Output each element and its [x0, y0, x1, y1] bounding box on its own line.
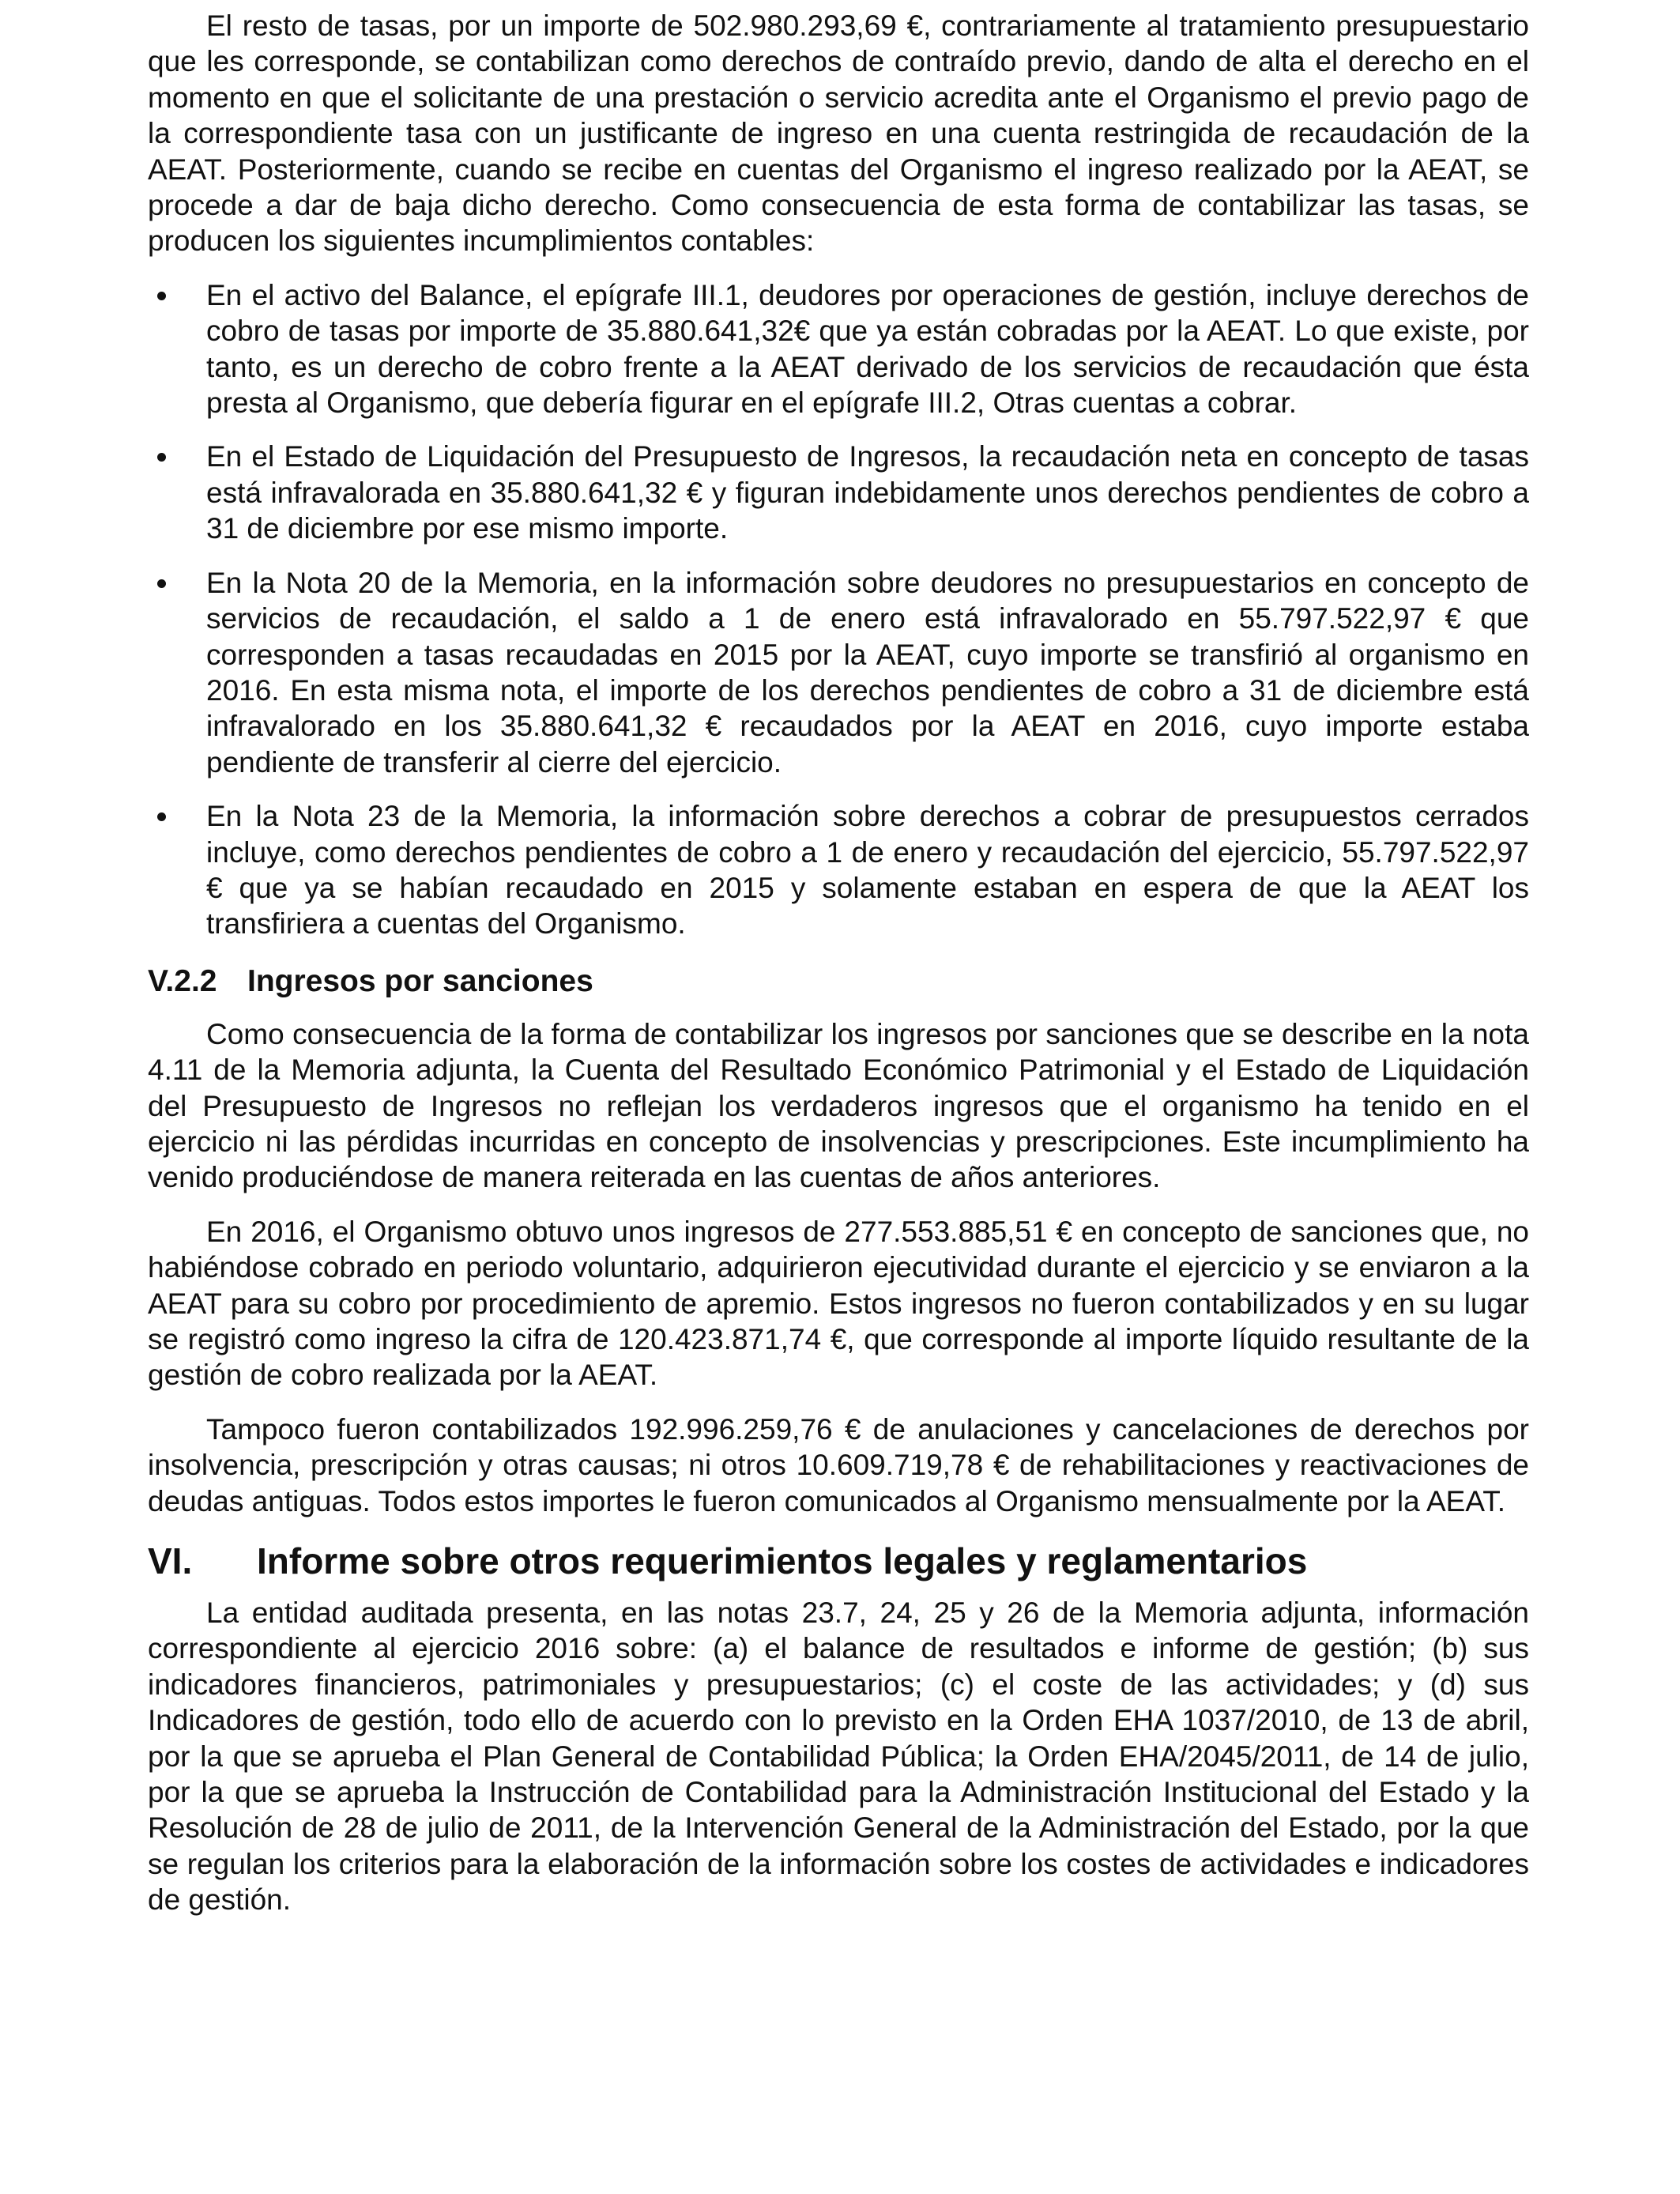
- list-item: [148, 798, 1529, 942]
- section-paragraph: La entidad auditada presenta, en las notas 23.7, 24, 25 y 26 de la Memoria adjunta, información correspondiente al ejercicio 2016 sobre: (a) el balance de resultados e informe de gestión; (b) sus indicadores financieros, patrimoniales y presupuestarios; (c) el coste de las actividades; y (d) sus Indicadores de gestión, todo ello de acuerdo con lo previsto en la Orden EHA 1037/2010, de 13 de abril, por la que se aprueba el Plan General de Contabilidad Pública; la Orden EHA/2045/2011, de 14 de julio, por la que se aprueba la Instrucción de Contabilidad para la Administración Institucional del Estado y la Resolución de 28 de julio de 2011, de la Intervención General de la Administración del Estado, por la que se regulan los criterios para la elaboración de la información sobre los costes de actividades e indicadores de gestión.: [148, 1596, 1529, 1917]
- subsection-title: Ingresos por sanciones: [247, 963, 593, 998]
- bullet-list: [148, 277, 1529, 942]
- subsection-heading: [148, 963, 1529, 1001]
- section-title: Informe sobre otros requerimientos legales y reglamentarios: [257, 1540, 1308, 1582]
- bullet-icon: [157, 292, 166, 300]
- section-number: VI.: [148, 1540, 193, 1582]
- document-page: [148, 8, 1529, 1918]
- list-item: [148, 277, 1529, 421]
- list-item-text: En el Estado de Liquidación del Presupuesto de Ingresos, la recaudación neta en concepto de tasas está infravalorada en 35.880.641,32 € y figuran indebidamente unos derechos pendientes de cobro a 31 de diciembre por ese mismo importe.: [206, 440, 1529, 545]
- sanctions-paragraph-1: Como consecuencia de la forma de contabilizar los ingresos por sanciones que se describe en la nota 4.11 de la Memoria adjunta, la Cuenta del Resultado Económico Patrimonial y el Estado de Liquidación del Presupuesto de Ingresos no reflejan los verdaderos ingresos que el organismo ha tenido en el ejercicio ni las pérdidas incurridas en concepto de insolvencias y prescripciones. Este incumplimiento ha venido produciéndose de manera reiterada en las cuentas de años anteriores.: [148, 1017, 1529, 1194]
- bullet-icon: [157, 812, 166, 821]
- list-item-text: En la Nota 20 de la Memoria, en la información sobre deudores no presupuestarios en concepto de servicios de recaudación, el saldo a 1 de enero está infravalorado en 55.797.522,97 € que corresponden a tasas recaudadas en 2015 por la AEAT, cuyo importe se transfirió al organismo en 2016. En esta misma nota, el importe de los derechos pendientes de cobro a 31 de diciembre está infravalorado en los 35.880.641,32 € recaudados por la AEAT en 2016, cuyo importe estaba pendiente de transferir al cierre del ejercicio.: [206, 566, 1529, 778]
- list-item: [148, 565, 1529, 780]
- bullet-icon: [157, 579, 166, 588]
- sanctions-paragraph-2: En 2016, el Organismo obtuvo unos ingresos de 277.553.885,51 € en concepto de sanciones que, no habiéndose cobrado en periodo voluntario, adquirieron ejecutividad durante el ejercicio y se enviaron a la AEAT para su cobro por procedimiento de apremio. Estos ingresos no fueron contabilizados y en su lugar se registró como ingreso la cifra de 120.423.871,74 €, que corresponde al importe líquido resultante de la gestión de cobro realizada por la AEAT.: [148, 1215, 1529, 1392]
- list-item: [148, 439, 1529, 546]
- list-item-text: En la Nota 23 de la Memoria, la información sobre derechos a cobrar de presupuestos cerrados incluye, como derechos pendientes de cobro a 1 de enero y recaudación del ejercicio, 55.797.522,97 € que ya se habían recaudado en 2015 y solamente estaban en espera de que la AEAT los transfiriera a cuentas del Organismo.: [206, 800, 1529, 941]
- subsection-number: V.2.2: [148, 963, 217, 998]
- intro-paragraph: El resto de tasas, por un importe de 502.980.293,69 €, contrariamente al tratamiento presupuestario que les corresponde, se contabilizan como derechos de contraído previo, dando de alta el derecho en el momento en que el solicitante de una prestación o servicio acredita ante el Organismo el previo pago de la correspondiente tasa con un justificante de ingreso en una cuenta restringida de recaudación de la AEAT. Posteriormente, cuando se recibe en cuentas del Organismo el ingreso realizado por la AEAT, se procede a dar de baja dicho derecho. Como consecuencia de esta forma de contabilizar las tasas, se producen los siguientes incumplimientos contables:: [148, 9, 1529, 258]
- section-heading: [148, 1540, 1529, 1582]
- bullet-icon: [157, 453, 166, 462]
- list-item-text: En el activo del Balance, el epígrafe III.1, deudores por operaciones de gestión, incluye derechos de cobro de tasas por importe de 35.880.641,32€ que ya están cobradas por la AEAT. Lo que existe, por tanto, es un derecho de cobro frente a la AEAT derivado de los servicios de recaudación que ésta presta al Organismo, que debería figurar en el epígrafe III.2, Otras cuentas a cobrar.: [206, 278, 1529, 420]
- sanctions-paragraph-3: Tampoco fueron contabilizados 192.996.259,76 € de anulaciones y cancelaciones de derechos por insolvencia, prescripción y otras causas; ni otros 10.609.719,78 € de rehabilitaciones y reactivaciones de deudas antiguas. Todos estos importes le fueron comunicados al Organismo mensualmente por la AEAT.: [148, 1412, 1529, 1517]
